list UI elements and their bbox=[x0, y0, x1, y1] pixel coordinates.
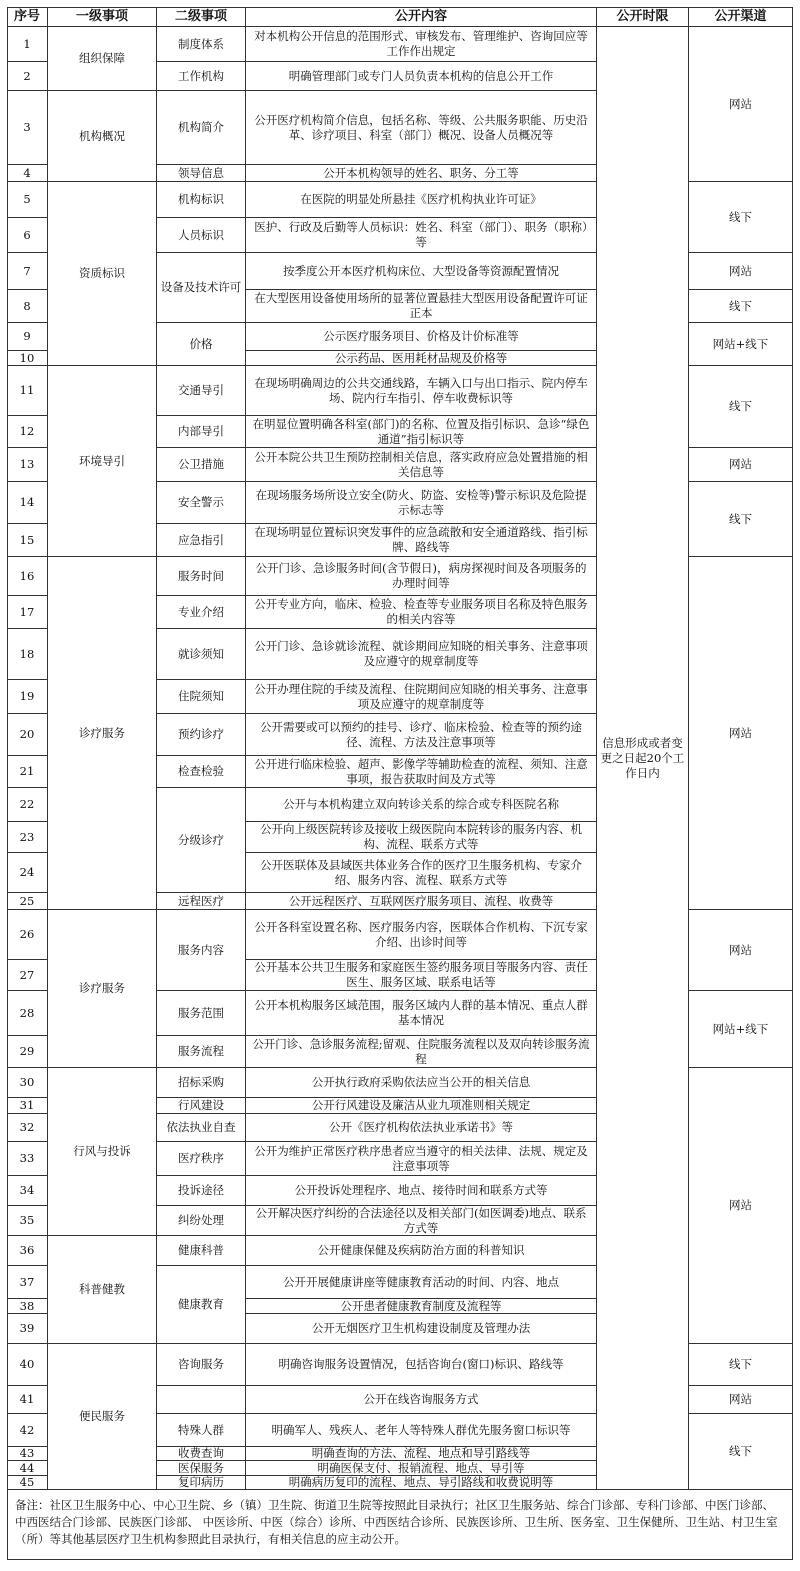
row-number: 8 bbox=[7, 290, 48, 323]
row-number: 18 bbox=[7, 629, 48, 680]
level2-item: 医保服务 bbox=[157, 1461, 246, 1476]
row-number: 36 bbox=[7, 1236, 48, 1266]
row-number: 33 bbox=[7, 1142, 48, 1176]
row-number: 4 bbox=[7, 165, 48, 182]
disclosure-content: 公开医联体及县域医共体业务合作的医疗卫生服务机构、专家介绍、服务内容、流程、联系方式等 bbox=[246, 853, 597, 893]
level2-item: 内部导引 bbox=[157, 416, 246, 448]
disclosure-content: 公开投诉处理程序、地点、接待时间和联系方式等 bbox=[246, 1176, 597, 1206]
level2-item: 制度体系 bbox=[157, 27, 246, 62]
row-number: 23 bbox=[7, 822, 48, 853]
level1-item: 组织保障 bbox=[48, 27, 157, 91]
row-number: 45 bbox=[7, 1476, 48, 1490]
row-number: 15 bbox=[7, 524, 48, 557]
level2-item: 特殊人群 bbox=[157, 1414, 246, 1447]
row-number: 35 bbox=[7, 1206, 48, 1236]
disclosure-content: 公开《医疗机构依法执业承诺书》等 bbox=[246, 1114, 597, 1142]
level2-item: 预约诊疗 bbox=[157, 714, 246, 756]
row-number: 26 bbox=[7, 910, 48, 960]
row-number: 13 bbox=[7, 448, 48, 482]
disclosure-content: 公开行风建设及廉洁从业九项准则相关规定 bbox=[246, 1098, 597, 1114]
level2-item: 交通导引 bbox=[157, 366, 246, 416]
row-number: 5 bbox=[7, 182, 48, 218]
level2-item: 工作机构 bbox=[157, 62, 246, 91]
channel-item: 线下 bbox=[689, 1414, 793, 1490]
channel-item: 网站 bbox=[689, 557, 793, 910]
row-number: 9 bbox=[7, 323, 48, 351]
row-number: 40 bbox=[7, 1344, 48, 1386]
disclosure-content: 医护、行政及后勤等人员标识：姓名、科室（部门）、职务（职称）等 bbox=[246, 218, 597, 253]
level1-item: 诊疗服务 bbox=[48, 910, 157, 1068]
disclosure-content: 公开解决医疗纠纷的合法途径以及相关部门(如医调委)地点、联系方式等 bbox=[246, 1206, 597, 1236]
disclosure-content: 公开办理住院的手续及流程、住院期间应知晓的相关事务、注意事项及应遵守的规章制度等 bbox=[246, 680, 597, 714]
level1-item: 便民服务 bbox=[48, 1344, 157, 1490]
level1-item: 环境导引 bbox=[48, 366, 157, 557]
level2-item: 安全警示 bbox=[157, 482, 246, 524]
disclosure-content: 公开本机构领导的姓名、职务、分工等 bbox=[246, 165, 597, 182]
row-number: 6 bbox=[7, 218, 48, 253]
row-number: 3 bbox=[7, 91, 48, 165]
channel-item: 线下 bbox=[689, 290, 793, 323]
channel-item: 网站 bbox=[689, 1068, 793, 1344]
level2-item: 机构简介 bbox=[157, 91, 246, 165]
row-number: 20 bbox=[7, 714, 48, 756]
disclosure-content: 公开健康保健及疾病防治方面的科普知识 bbox=[246, 1236, 597, 1266]
disclosure-content: 明确病历复印的流程、地点、导引路线和收费说明等 bbox=[246, 1476, 597, 1490]
level2-item: 招标采购 bbox=[157, 1068, 246, 1098]
channel-item: 线下 bbox=[689, 366, 793, 448]
disclosure-content: 对本机构公开信息的范围形式、审核发布、管理维护、咨询回应等工作作出规定 bbox=[246, 27, 597, 62]
column-header: 公开时限 bbox=[597, 7, 689, 27]
level1-item: 诊疗服务 bbox=[48, 557, 157, 910]
row-number: 2 bbox=[7, 62, 48, 91]
disclosure-content: 在现场明确周边的公共交通线路，车辆入口与出口指示、院内停车场、院内行车指引、停车收费标识等 bbox=[246, 366, 597, 416]
row-number: 10 bbox=[7, 351, 48, 366]
disclosure-content: 明确咨询服务设置情况，包括咨询台(窗口)标识、路线等 bbox=[246, 1344, 597, 1386]
channel-item: 线下 bbox=[689, 1344, 793, 1386]
disclosure-content: 公开本院公共卫生预防控制相关信息，落实政府应急处置措施的相关信息等 bbox=[246, 448, 597, 482]
row-number: 24 bbox=[7, 853, 48, 893]
column-header: 公开渠道 bbox=[689, 7, 793, 27]
level2-item: 依法执业自查 bbox=[157, 1114, 246, 1142]
level2-item: 分级诊疗 bbox=[157, 788, 246, 893]
row-number: 21 bbox=[7, 756, 48, 788]
disclosure-content: 明确医保支付、报销流程、地点、导引等 bbox=[246, 1461, 597, 1476]
row-number: 27 bbox=[7, 960, 48, 991]
channel-item: 网站+线下 bbox=[689, 323, 793, 366]
disclosure-content: 公开在线咨询服务方式 bbox=[246, 1386, 597, 1414]
row-number: 34 bbox=[7, 1176, 48, 1206]
disclosure-content: 公示药品、医用耗材品规及价格等 bbox=[246, 351, 597, 366]
disclosure-content: 在医院的明显处所悬挂《医疗机构执业许可证》 bbox=[246, 182, 597, 218]
row-number: 14 bbox=[7, 482, 48, 524]
level2-item: 领导信息 bbox=[157, 165, 246, 182]
row-number: 41 bbox=[7, 1386, 48, 1414]
level2-item: 服务流程 bbox=[157, 1036, 246, 1068]
level2-item: 行风建设 bbox=[157, 1098, 246, 1114]
row-number: 25 bbox=[7, 893, 48, 910]
channel-item: 线下 bbox=[689, 482, 793, 557]
row-number: 16 bbox=[7, 557, 48, 596]
channel-item: 网站 bbox=[689, 448, 793, 482]
disclosure-content: 在现场明显位置标识突发事件的应急疏散和安全通道路线、指引标牌、路线等 bbox=[246, 524, 597, 557]
level2-item: 检查检验 bbox=[157, 756, 246, 788]
disclosure-content: 公开门诊、急诊服务流程;留观、住院服务流程以及双向转诊服务流程 bbox=[246, 1036, 597, 1068]
level2-item: 就诊须知 bbox=[157, 629, 246, 680]
channel-item: 网站 bbox=[689, 910, 793, 991]
disclosure-content: 公开与本机构建立双向转诊关系的综合或专科医院名称 bbox=[246, 788, 597, 822]
channel-item: 网站 bbox=[689, 253, 793, 290]
row-number: 42 bbox=[7, 1414, 48, 1447]
disclosure-content: 公开执行政府采购依法应当公开的相关信息 bbox=[246, 1068, 597, 1098]
column-header: 公开内容 bbox=[246, 7, 597, 27]
channel-item: 网站 bbox=[689, 1386, 793, 1414]
disclosure-content: 明确管理部门或专门人员负责本机构的信息公开工作 bbox=[246, 62, 597, 91]
disclosure-content: 公开为维护正常医疗秩序患者应当遵守的相关法律、法规、规定及注意事项等 bbox=[246, 1142, 597, 1176]
column-header: 二级事项 bbox=[157, 7, 246, 27]
row-number: 30 bbox=[7, 1068, 48, 1098]
disclosure-content: 公开本机构服务区域范围，服务区域内人群的基本情况、重点人群基本情况 bbox=[246, 991, 597, 1036]
level2-item: 健康教育 bbox=[157, 1266, 246, 1344]
row-number: 17 bbox=[7, 596, 48, 629]
row-number: 11 bbox=[7, 366, 48, 416]
level2-item: 远程医疗 bbox=[157, 893, 246, 910]
level2-item: 健康科普 bbox=[157, 1236, 246, 1266]
disclosure-content: 公开需要或可以预约的挂号、诊疗、临床检验、检查等的预约途径、流程、方法及注意事项等 bbox=[246, 714, 597, 756]
disclosure-content: 公开各科室设置名称、医疗服务内容，医联体合作机构、下沉专家介绍、出诊时间等 bbox=[246, 910, 597, 960]
row-number: 31 bbox=[7, 1098, 48, 1114]
row-number: 38 bbox=[7, 1299, 48, 1314]
level2-item: 设备及技术许可 bbox=[157, 253, 246, 323]
channel-item: 网站 bbox=[689, 27, 793, 182]
level2-item: 纠纷处理 bbox=[157, 1206, 246, 1236]
level2-item: 专业介绍 bbox=[157, 596, 246, 629]
row-number: 43 bbox=[7, 1447, 48, 1461]
level1-item: 科普健教 bbox=[48, 1236, 157, 1344]
level2-item: 人员标识 bbox=[157, 218, 246, 253]
level2-item bbox=[157, 1386, 246, 1414]
column-header: 一级事项 bbox=[48, 7, 157, 27]
disclosure-content: 公开门诊、急诊就诊流程、就诊期间应知晓的相关事务、注意事项及应遵守的规章制度等 bbox=[246, 629, 597, 680]
disclosure-content: 公开患者健康教育制度及流程等 bbox=[246, 1299, 597, 1314]
disclosure-content: 公开进行临床检验、超声、影像学等辅助检查的流程、须知、注意事项，报告获取时间及方式等 bbox=[246, 756, 597, 788]
table-note: 备注：社区卫生服务中心、中心卫生院、乡（镇）卫生院、街道卫生院等按照此目录执行；社区卫生服务站、综合门诊部、专科门诊部、中医门诊部、中西医结合门诊部、民族医门诊部、 中医诊所、中医（综合）诊所、中西医结合诊所、民族医诊所、卫生所、医务室、卫生保健所、卫生站、村卫生室（所）等其他基层医疗卫生机构参照此目录执行，有相关信息的应主动公开。 bbox=[7, 1490, 793, 1560]
level1-item: 资质标识 bbox=[48, 182, 157, 366]
row-number: 12 bbox=[7, 416, 48, 448]
disclosure-content: 明确军人、残疾人、老年人等特殊人群优先服务窗口标识等 bbox=[246, 1414, 597, 1447]
level2-item: 公卫措施 bbox=[157, 448, 246, 482]
level2-item: 机构标识 bbox=[157, 182, 246, 218]
row-number: 32 bbox=[7, 1114, 48, 1142]
level2-item: 复印病历 bbox=[157, 1476, 246, 1490]
level2-item: 服务时间 bbox=[157, 557, 246, 596]
row-number: 22 bbox=[7, 788, 48, 822]
row-number: 1 bbox=[7, 27, 48, 62]
disclosure-content: 在现场服务场所设立安全(防火、防盗、安检等)警示标识及危险提示标志等 bbox=[246, 482, 597, 524]
disclosure-content: 公开基本公共卫生服务和家庭医生签约服务项目等服务内容、责任医生、服务区域、联系电话等 bbox=[246, 960, 597, 991]
disclosure-content: 公开门诊、急诊服务时间(含节假日)，病房探视时间及各项服务的办理时间等 bbox=[246, 557, 597, 596]
disclosure-content: 公开无烟医疗卫生机构建设制度及管理办法 bbox=[246, 1314, 597, 1344]
column-header: 序号 bbox=[7, 7, 48, 27]
level2-item: 住院须知 bbox=[157, 680, 246, 714]
row-number: 37 bbox=[7, 1266, 48, 1299]
time-limit: 信息形成或者变更之日起20个工作日内 bbox=[597, 27, 689, 1490]
disclosure-content: 公示医疗服务项目、价格及计价标准等 bbox=[246, 323, 597, 351]
channel-item: 线下 bbox=[689, 182, 793, 253]
row-number: 19 bbox=[7, 680, 48, 714]
channel-item: 网站+线下 bbox=[689, 991, 793, 1068]
disclosure-content: 在大型医用设备使用场所的显著位置悬挂大型医用设备配置许可证正本 bbox=[246, 290, 597, 323]
disclosure-content: 公开专业方向，临床、检验、检查等专业服务项目名称及特色服务的相关内容等 bbox=[246, 596, 597, 629]
row-number: 44 bbox=[7, 1461, 48, 1476]
level2-item: 投诉途径 bbox=[157, 1176, 246, 1206]
disclosure-content: 公开医疗机构简介信息，包括名称、等级、公共服务职能、历史沿革、诊疗项目、科室（部门）概况、设备人员概况等 bbox=[246, 91, 597, 165]
disclosure-content: 公开远程医疗、互联网医疗服务项目、流程、收费等 bbox=[246, 893, 597, 910]
level2-item: 服务内容 bbox=[157, 910, 246, 991]
level2-item: 收费查询 bbox=[157, 1447, 246, 1461]
level2-item: 价格 bbox=[157, 323, 246, 366]
level1-item: 行风与投诉 bbox=[48, 1068, 157, 1236]
disclosure-content: 公开开展健康讲座等健康教育活动的时间、内容、地点 bbox=[246, 1266, 597, 1299]
row-number: 7 bbox=[7, 253, 48, 290]
level2-item: 咨询服务 bbox=[157, 1344, 246, 1386]
row-number: 28 bbox=[7, 991, 48, 1036]
disclosure-content: 明确查询的方法、流程、地点和导引路线等 bbox=[246, 1447, 597, 1461]
level1-item: 机构概况 bbox=[48, 91, 157, 182]
level2-item: 服务范围 bbox=[157, 991, 246, 1036]
level2-item: 医疗秩序 bbox=[157, 1142, 246, 1176]
row-number: 39 bbox=[7, 1314, 48, 1344]
disclosure-content: 按季度公开本医疗机构床位、大型设备等资源配置情况 bbox=[246, 253, 597, 290]
level2-item: 应急指引 bbox=[157, 524, 246, 557]
disclosure-content: 公开向上级医院转诊及接收上级医院向本院转诊的服务内容、机构、流程、联系方式等 bbox=[246, 822, 597, 853]
disclosure-content: 在明显位置明确各科室(部门)的名称、位置及指引标识、急诊“绿色通道”指引标识等 bbox=[246, 416, 597, 448]
row-number: 29 bbox=[7, 1036, 48, 1068]
